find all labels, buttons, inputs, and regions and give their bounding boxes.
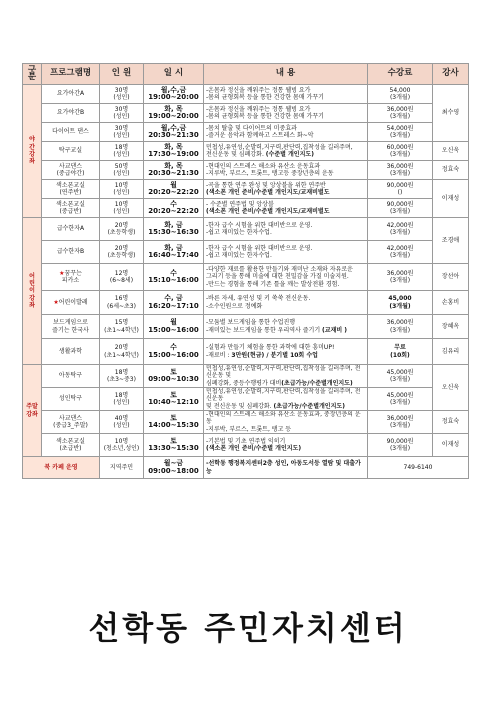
instructor: 정효숙 [433, 411, 469, 434]
instructor: 오신욱 [433, 142, 469, 161]
category-char: 좌 [29, 158, 35, 166]
header-fee: 수강료 [368, 64, 433, 85]
header-people: 인 원 [100, 64, 144, 85]
hours: 20:20~22:20 [148, 207, 199, 215]
program-subname: (연주반) [59, 189, 82, 196]
capacity: 40명 [114, 414, 129, 422]
table-row [23, 218, 469, 241]
capacity: 20명 [114, 221, 129, 229]
hours: 20:30~21:30 [148, 169, 199, 177]
program-name: 사교댄스 [58, 162, 83, 170]
hours: 15:10~16:00 [148, 276, 199, 284]
content-line: -다양한 재료를 활용한 만들기와 재미난 소재와 자유로운 [206, 266, 353, 274]
fee: 90,000원 [386, 181, 414, 189]
target: (성인) [113, 151, 130, 158]
category-char: 강 [29, 151, 35, 158]
period: (3개월) [389, 94, 411, 101]
content-line: -지루박, 부르스, 트롯트, 탱고 등 [206, 425, 292, 433]
content-line: -만드는 경험을 통해 기존 틀을 깨는 발상전환 경험. [206, 280, 340, 288]
hours: 17:30~19:00 [148, 150, 199, 158]
program-name: 탁구교실 [42, 142, 100, 161]
category-char: 린 [29, 280, 35, 288]
program-name: 다이어트 댄스 [42, 123, 100, 142]
fee: 36,000원 [386, 162, 414, 170]
cafe-days: 월~금 [163, 459, 184, 468]
instructor: 장선아 [433, 264, 469, 291]
content-line: -지루박, 부르스, 트롯트, 탱고등 중장년층의 운동 [206, 170, 334, 177]
target: (초등학생) [107, 229, 136, 236]
instructor: 장혜옥 [433, 315, 469, 339]
content-line: -모둠별 보드게임을 통한 수업진행 [206, 319, 296, 327]
hours: 15:00~16:00 [148, 325, 199, 334]
table-row-cafe [23, 457, 469, 479]
content-line: - 수준별 연주법 및 앙상블 [206, 200, 274, 208]
cat-night-label [25, 136, 39, 165]
fee: 45,000원 [386, 391, 414, 399]
fee: 54,000 [389, 86, 411, 94]
program-table [22, 63, 469, 479]
category-char: 주말 [26, 403, 38, 411]
content-line: -온몸과 정신을 깨워주는 정통 웰빙 요가 [206, 86, 311, 94]
fee: 45,000원 [386, 368, 414, 376]
period: (3개월) [389, 445, 411, 452]
period: (3개월) [389, 277, 411, 284]
days: 화, 금 [164, 243, 183, 252]
capacity: 12명 [114, 269, 129, 277]
hours: 19:00~20:00 [148, 93, 199, 101]
period: (3개월) [389, 399, 411, 406]
program-subname: 즐기는 한국사 [52, 326, 89, 334]
capacity: 18명 [114, 391, 129, 399]
program-name: 꿈꾸는 [64, 269, 82, 277]
days: 월 [170, 180, 177, 189]
instructor: 이재성 [433, 434, 469, 457]
table-row [23, 161, 469, 180]
target: (성인) [113, 189, 130, 196]
hours: 16:40~17:40 [148, 251, 199, 259]
target: (초등학생) [107, 252, 136, 259]
program-name: 색소폰교실 [56, 437, 85, 445]
program-subname: 피카소 [61, 277, 80, 284]
table-row [23, 123, 469, 142]
program-name: 아동탁구 [42, 365, 100, 388]
period: (3개월) [389, 170, 411, 177]
category-char: 야 [29, 136, 35, 144]
days: 토 [170, 413, 177, 422]
days: 수 [170, 343, 177, 352]
instructor: 손홍비 [433, 291, 469, 315]
period: () [397, 189, 403, 196]
category-cafe: 북 카페 운영 [23, 457, 100, 479]
content-line: 심폐강화, 중등수행평가 대비 [206, 379, 282, 387]
hours: 09:00~10:30 [148, 375, 199, 383]
program-name: 어린이발레 [58, 298, 88, 306]
instructor: 최수영 [433, 85, 469, 142]
content-line: -바른 자세, 유연성 및 키 쑥쑥 전신운동. [206, 295, 311, 303]
period: (3개월) [389, 229, 411, 236]
target: (초1~4학년) [104, 326, 139, 334]
program-subname: (중급야간) [56, 170, 85, 177]
hours: 14:00~15:30 [148, 421, 199, 429]
capacity: 15명 [114, 319, 129, 327]
capacity: 30명 [114, 124, 129, 132]
table-row [23, 180, 469, 199]
program-name: 생활과학 [42, 339, 100, 365]
fee: 42,000원 [386, 221, 414, 229]
days: 월,수,금 [160, 85, 187, 94]
days: 월,수,금 [160, 123, 187, 132]
fee: 90,000원 [386, 437, 414, 445]
content-line: -한자 급수 시험을 위한 대비반으로 운영. [206, 244, 313, 252]
target: (청소년,성인) [103, 445, 140, 452]
program-name: 급수한자B [42, 241, 100, 264]
instructor: 정효숙 [433, 161, 469, 180]
content-line: 민첩성,유연성,순발력,지구력,판단력,집착성을 길러주며, 전신운동 [206, 388, 361, 403]
table-row [23, 104, 469, 123]
content-line: -한자 급수 시험을 위한 대비반으로 운영. [206, 221, 313, 229]
program-name: 색소폰교실 [56, 181, 85, 189]
content-bold: 3만원(현금) / 분기별 10회 수업 [231, 351, 318, 359]
capacity: 30명 [114, 86, 129, 94]
table-row [23, 199, 469, 218]
program-name: 성인탁구 [42, 388, 100, 411]
target: (성인) [113, 399, 130, 406]
days: 화, 목 [164, 104, 183, 113]
program-subname: (초급반) [59, 445, 82, 452]
period: (3개월) [389, 252, 411, 259]
content-line: 및 전신운동 및 심폐강화. [206, 402, 274, 410]
header-content: 내 용 [204, 64, 368, 85]
fee: 36,000원 [386, 414, 414, 422]
hours: 20:30~21:30 [148, 131, 199, 139]
hours: 15:30~16:30 [148, 228, 199, 236]
days: 화, 목 [164, 161, 183, 170]
days: 수 [170, 199, 177, 208]
header-program: 프로그램명 [42, 64, 100, 85]
content-line: 전신운동 및 심폐강화. [206, 151, 266, 158]
instructor: 조경애 [433, 218, 469, 264]
category-weekend [23, 365, 42, 457]
period: (3개월) [389, 208, 411, 215]
target: (초1~4학년) [104, 351, 139, 359]
table-row [23, 339, 469, 365]
capacity: 30명 [114, 105, 129, 113]
capacity: 16명 [114, 295, 129, 303]
table-row [23, 388, 469, 411]
header-schedule: 일 시 [144, 64, 204, 85]
table-row [23, 411, 469, 434]
content-bold: (초급가능/수준별개인지도) [281, 379, 353, 387]
cafe-phone: 749-6140 [368, 457, 469, 479]
days: 월 [170, 318, 177, 327]
program-subname: (중급3_주말) [53, 422, 88, 429]
cat-kids-label [25, 273, 39, 309]
capacity: 18명 [114, 368, 129, 376]
table-row [23, 434, 469, 457]
content-line: -즐거운 음악과 함께하고 스트레스 화~악 [206, 132, 314, 139]
category-kids [23, 218, 42, 365]
period: (3개월) [389, 422, 411, 429]
instructor: 이재성 [433, 180, 469, 218]
content-bold: (초급가능/수준별개인지도) [273, 402, 345, 410]
hours: 19:00~20:00 [148, 112, 199, 120]
cafe-hours: 09:00~18:00 [148, 466, 199, 475]
content-line: -온몸과 정신을 깨워주는 정통 웰빙 요가 [206, 105, 311, 113]
instructor: 오신욱 [433, 365, 469, 411]
cafe-content: -선학동 행정복지센터2층 성인, 아동도서등 열람 및 대출가능 [204, 457, 368, 479]
hours: 13:30~15:30 [148, 444, 199, 452]
days: 토 [170, 367, 177, 376]
content-line: -현대인의 스트레스 해소와 유산소 운동효과 [206, 162, 321, 170]
fee: 42,000원 [386, 244, 414, 252]
target: (성인) [113, 422, 130, 429]
category-char: 간 [29, 143, 35, 151]
category-char: 좌 [29, 301, 35, 309]
days: 토 [170, 390, 177, 399]
program-name: 요가야간B [42, 104, 100, 123]
hours: 20:20~22:20 [148, 188, 199, 196]
target: (성인) [113, 208, 130, 215]
content-line: -소수인원으로 정예화 [206, 302, 263, 310]
category-char: 강좌 [26, 410, 38, 418]
days: 수 [170, 268, 177, 277]
period: (3개월) [389, 376, 411, 383]
instructor: 김유리 [433, 339, 469, 365]
program-name: 요가아간A [42, 85, 100, 104]
content-line: 그리기 등을 통해 미술에 대한 친밀감을 가질 미술지원. [206, 273, 349, 281]
header-category: 구분 [23, 64, 42, 85]
content-bold: (수준별 개인지도) [265, 151, 314, 158]
category-char: 이 [29, 287, 35, 295]
content-line: -쉽고 재미있는 한자수업. [206, 229, 272, 236]
category-char: 강 [29, 294, 35, 302]
table-row [23, 365, 469, 388]
days: 화, 목 [164, 142, 183, 151]
star-icon: ★ [53, 298, 59, 306]
capacity: 50명 [114, 162, 129, 170]
page-title: 선학동 주민자치센터 [88, 609, 408, 647]
target: (성인) [113, 94, 130, 101]
days: 수, 금 [164, 294, 183, 303]
table-row [23, 291, 469, 315]
content-bold: (색소폰 개인 준비/수준별 개인지도) [206, 445, 302, 452]
cafe-target: 지역주민 [100, 457, 144, 479]
capacity: 10명 [114, 437, 129, 445]
program-name: 사교댄스 [58, 414, 83, 422]
target: (성인) [113, 170, 130, 177]
content-line: 민첩성,유연성,순발력,지구력,판단력,집착성을 길러주며, [206, 143, 353, 151]
fee: 54,000원 [386, 124, 414, 132]
target: (성인) [113, 132, 130, 139]
content-line: -몸치 탈출 및 다이어트의 미중효과 [206, 124, 297, 132]
program-name: 색소폰교실 [56, 200, 85, 208]
hours: 15:00~16:00 [148, 350, 199, 359]
fee: 90,000원 [386, 200, 414, 208]
table-header-row [23, 64, 469, 85]
table-row [23, 315, 469, 339]
program-subname: (중급반) [59, 208, 82, 215]
fee: 36,000원 [386, 105, 414, 113]
fee: 무료 [394, 344, 406, 352]
content-line: -몸의 균형회복 등을 통한 건강한 몸매 가꾸기 [206, 94, 324, 101]
table-row [23, 142, 469, 161]
content-line: -기본법 및 기초 연주법 익히기 [206, 437, 286, 445]
content-line: -재미있는 보드게임을 통한 우리역사 즐기기 [206, 326, 323, 334]
capacity: 10명 [114, 200, 129, 208]
content-bold: (색소폰 개인 준비/수준별 개인지도/교재비별도 [206, 208, 330, 215]
content-line: -몸의 균형회복 등을 통한 건강한 몸매 가꾸기 [206, 113, 324, 120]
header-instructor: 강사 [433, 64, 469, 85]
table-row [23, 264, 469, 291]
period: (3개월) [389, 151, 411, 158]
period: (3개월) [389, 113, 411, 120]
star-icon: ★ [59, 269, 65, 277]
content-bold: (교재비 ) [322, 326, 347, 334]
content-line: -실험과 만들기 체험을 통한 과학에 대한 흥미UP! [206, 344, 335, 352]
table-row [23, 241, 469, 264]
target: (초3~중3) [107, 376, 136, 383]
content-line: -곡을 통한 연주 완성 및 앙상블을 위한 연주반 [206, 181, 326, 189]
target: (6세~초3) [107, 302, 136, 310]
hours: 10:40~12:10 [148, 398, 199, 406]
capacity: 18명 [114, 143, 129, 151]
period: (10회) [390, 351, 410, 359]
content-line: -재료비 : [206, 351, 232, 359]
fee: 45,000 [388, 295, 412, 303]
days: 화, 금 [164, 220, 183, 229]
period: (3개월) [389, 302, 411, 310]
program-name: 보드게임으로 [53, 319, 88, 327]
target: (6~8세) [109, 277, 134, 284]
content-bold: (색소폰 개인 준비/수준별 개인지도/교재비별도 [206, 189, 330, 196]
content-line: -쉽고 재미있는 한자수업. [206, 252, 272, 259]
period: (3개월) [389, 132, 411, 139]
target: (성인) [113, 113, 130, 120]
capacity: 20명 [114, 244, 129, 252]
category-char: 어 [29, 272, 35, 280]
hours: 16:20~17:10 [148, 301, 199, 310]
days: 토 [170, 436, 177, 445]
capacity: 10명 [114, 181, 129, 189]
category-night [23, 85, 42, 218]
fee: 60,000원 [386, 143, 414, 151]
table-row [23, 85, 469, 104]
capacity: 20명 [114, 344, 129, 352]
fee: 36,000원 [386, 319, 414, 327]
content-line: -현대인의 스트레스 해소와 유산소 운동효과, 중장년층의 운동 [206, 411, 361, 426]
period: (3개월) [389, 326, 411, 334]
fee: 36,000원 [386, 269, 414, 277]
cat-weekend-label [25, 403, 39, 418]
program-name: 급수한자A [42, 218, 100, 241]
content-line: 민첩성,유연성,순발력,지구력,판단력,집착성을 길러주며, 전신운동 및 [206, 365, 361, 380]
